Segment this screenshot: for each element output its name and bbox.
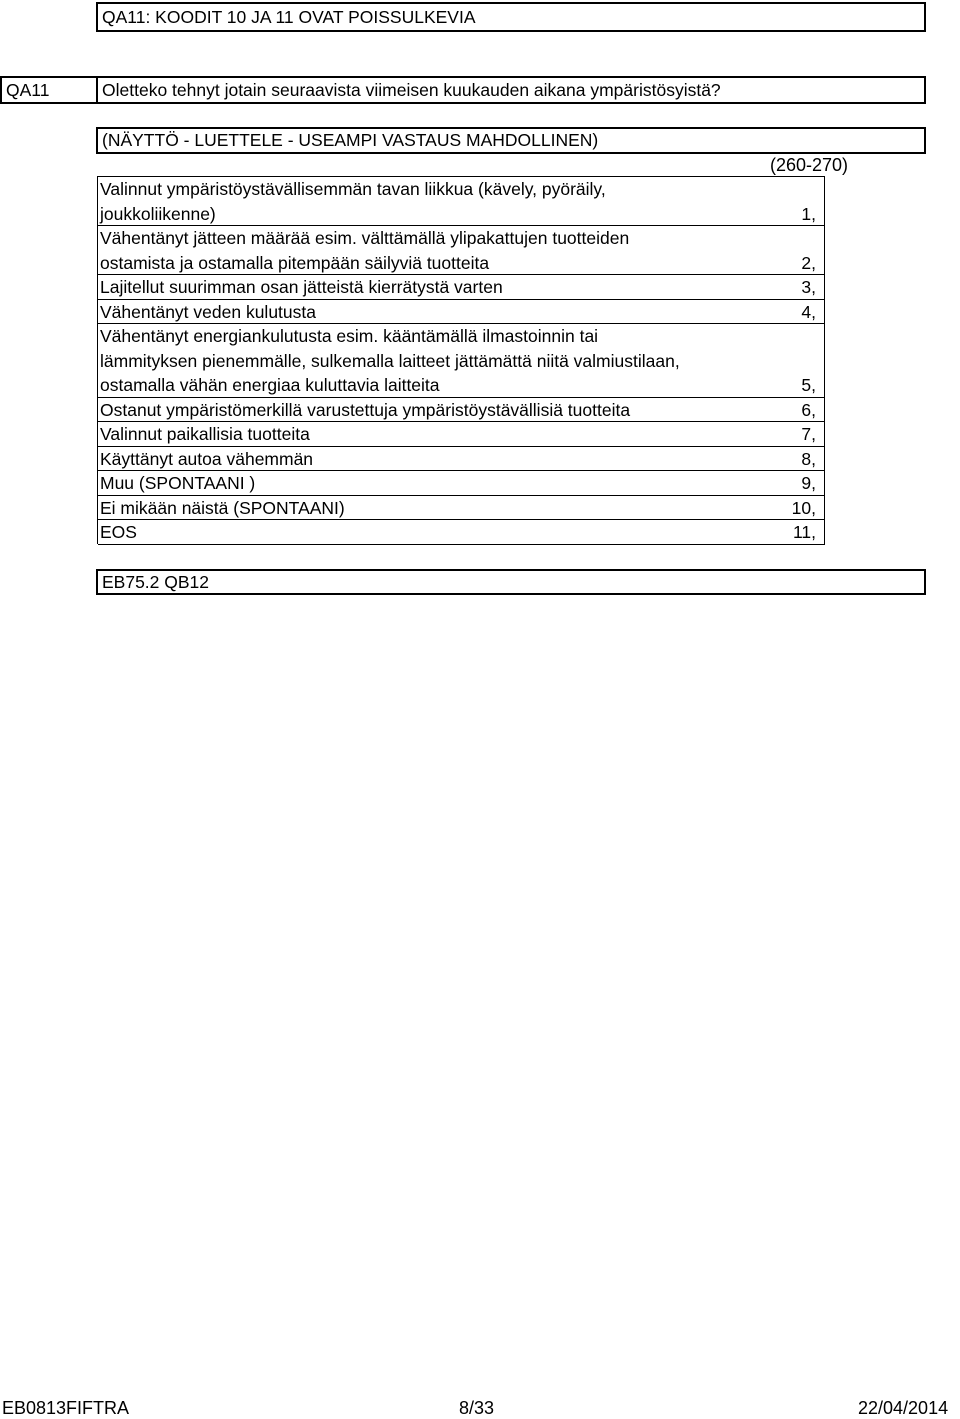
answer-option	[0, 447, 960, 472]
source-reference-text: EB75.2 QB12	[102, 571, 210, 592]
answer-option	[0, 226, 960, 275]
answer-option	[0, 422, 960, 447]
answer-option-code: 6,	[801, 399, 816, 420]
options-left-border	[97, 176, 98, 544]
answer-option-label: ostamista ja ostamalla pitempään säilyviä tuotteita	[100, 252, 490, 273]
answer-option	[0, 177, 960, 226]
answer-option-code: 3,	[801, 277, 816, 297]
answer-option-code: 11,	[792, 522, 816, 542]
footer-doc-id: EB0813FIFTRA	[2, 1398, 130, 1418]
answer-option-label: Käyttänyt autoa vähemmän	[100, 448, 314, 469]
question-id-text: QA11	[6, 79, 50, 100]
answer-option-label: Valinnut ympäristöystävällisemmän tavan liikkua (kävely, pyöräily,	[100, 179, 606, 199]
answer-option-code: 2,	[801, 252, 816, 273]
answer-option-code: 10,	[791, 497, 816, 518]
answer-option-label: lämmityksen pienemmälle, sulkemalla laitteet jättämättä niitä valmiustilaan,	[100, 350, 680, 371]
footer-date: 22/04/2014	[858, 1398, 949, 1418]
answer-option-label: Muu (SPONTAANI )	[100, 473, 256, 493]
answer-option-code: 9,	[801, 473, 816, 493]
answer-option	[0, 300, 960, 325]
answer-option-label: Vähentänyt veden kulutusta	[100, 301, 316, 322]
source-reference	[96, 569, 926, 595]
option-divider	[98, 544, 825, 545]
answer-option-label: Vähentänyt energiankulutusta esim. kääntämällä ilmastoinnin tai	[100, 326, 599, 346]
answer-option	[0, 471, 960, 496]
answer-option-label: Lajitellut suurimman osan jätteistä kierrätystä varten	[100, 277, 503, 297]
column-range: (260-270)	[770, 155, 849, 175]
answer-option	[0, 324, 960, 398]
answer-option-label: EOS	[100, 522, 137, 542]
answer-option-label: Ostanut ympäristömerkillä varustettuja ympäristöystävällisiä tuotteita	[100, 399, 631, 420]
answer-option-label: Vähentänyt jätteen määrää esim. välttämällä ylipakattujen tuotteiden	[100, 228, 630, 248]
answer-option-label: Valinnut paikallisia tuotteita	[100, 424, 310, 444]
question-instruction-text: (NÄYTTÖ - LUETTELE - USEAMPI VASTAUS MAHDOLLINEN)	[102, 130, 599, 151]
options-right-border	[824, 176, 825, 544]
answer-option-code: 7,	[801, 424, 816, 444]
footer-page-number: 8/33	[459, 1398, 495, 1418]
answer-option	[0, 496, 960, 521]
answer-option	[0, 275, 960, 300]
section-title-text: QA11: KOODIT 10 JA 11 OVAT POISSULKEVIA	[102, 6, 476, 27]
question-text-content: Oletteko tehnyt jotain seuraavista viimeisen kuukauden aikana ympäristösyistä?	[102, 79, 721, 100]
answer-option-code: 1,	[801, 203, 816, 224]
answer-option-code: 4,	[801, 301, 816, 322]
answer-option-code: 5,	[801, 375, 816, 395]
answer-option	[0, 520, 960, 545]
answer-option	[0, 398, 960, 423]
answer-option-label: Ei mikään näistä (SPONTAANI)	[100, 497, 345, 518]
options-top-border	[98, 176, 825, 177]
answer-option-label: ostamalla vähän energiaa kuluttavia laitteita	[100, 375, 440, 395]
answer-option-code: 8,	[801, 448, 816, 469]
answer-option-label: joukkoliikenne)	[100, 203, 216, 224]
